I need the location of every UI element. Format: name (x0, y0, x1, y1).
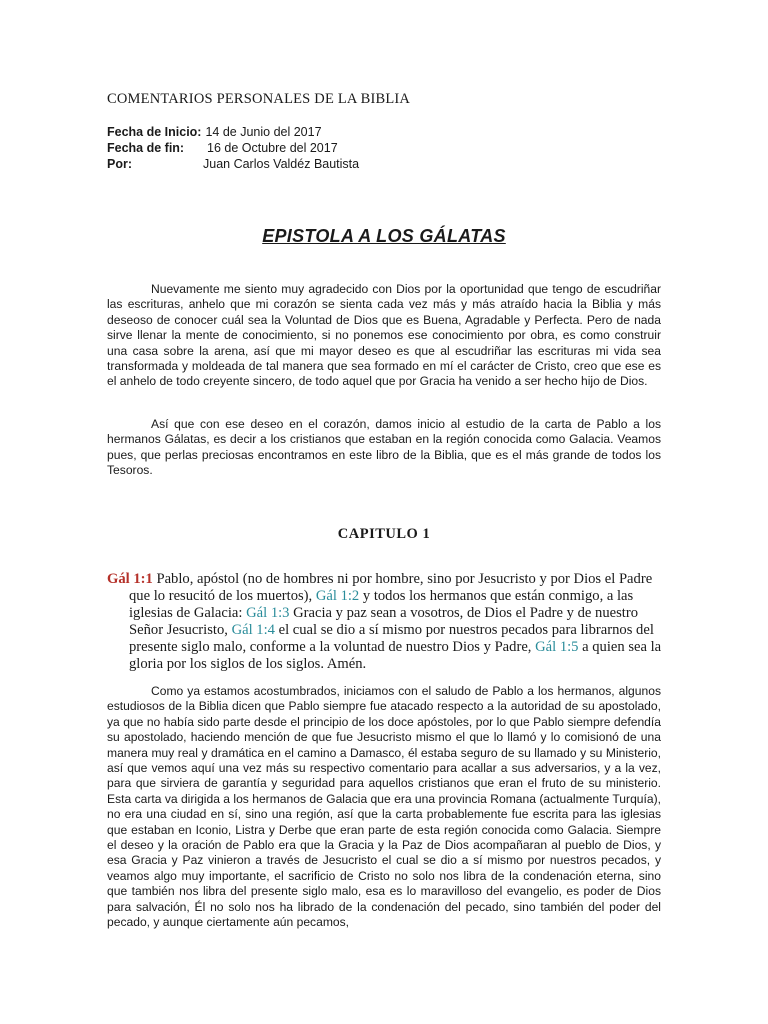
document-meta (107, 124, 359, 172)
intro-paragraph-1: Nuevamente me siento muy agradecido con Dios por la oportunidad que tengo de escudriñar las escrituras, anhelo que mi corazón se sienta cada vez más y más atraído hacia la Biblia y más deseoso de conocer cuál sea la Voluntad de Dios que es Buena, Agradable y Perfecta. Pero de nada sirve llenar la mente de conocimiento, si no ponemos ese conocimiento por obra, es como construir una casa sobre la arena, así que mi mayor deseo es que al escudriñar las escrituras mi vida sea transformada y moldeada de tal manera que sea formado en mí el carácter de Cristo, creo que ese es el anhelo de todo creyente sincero, de todo aquel que por Gracia ha venido a ser hecho hijo de Dios. (107, 282, 661, 389)
verse-reference[interactable]: Gál 1:1 (107, 571, 153, 587)
meta-value: Juan Carlos Valdéz Bautista (203, 157, 360, 171)
meta-label: Fecha de fin: (107, 141, 185, 155)
meta-label: Por: (107, 157, 132, 171)
meta-end-date (107, 140, 359, 156)
verse-reference[interactable]: Gál 1:4 (231, 622, 275, 638)
verse-text: Gracia y paz sean a vosotros, de Dios el Padre y de nuestro Señor Jesucristo, (129, 605, 639, 638)
meta-value: 16 de Octubre del 2017 (207, 141, 338, 155)
verse-reference[interactable]: Gál 1:3 (246, 605, 290, 621)
chapter-title: CAPITULO 1 (337, 526, 431, 542)
verse-block (107, 571, 663, 673)
document-heading: COMENTARIOS PERSONALES DE LA BIBLIA (107, 91, 411, 107)
verse-text: y todos los hermanos que están conmigo, a las iglesias de Galacia: (129, 588, 634, 621)
verse-text: a quien sea la gloria por los siglos de los siglos. Amén. (129, 639, 662, 672)
meta-label: Fecha de Inicio: (107, 125, 202, 139)
meta-value: 14 de Junio del 2017 (205, 125, 322, 139)
verse-reference[interactable]: Gál 1:5 (535, 639, 579, 655)
meta-author (107, 156, 359, 172)
meta-start-date (107, 124, 359, 140)
verse-text: Pablo, apóstol (no de hombres ni por hombre, sino por Jesucristo y por Dios el Padre que lo resucitó de los muertos), (129, 571, 653, 604)
intro-paragraph-2: Así que con ese deseo en el corazón, damos inicio al estudio de la carta de Pablo a los hermanos Gálatas, es decir a los cristianos que estaban en la región conocida como Galacia. Veamos pues, que perlas preciosas encontramos en este libro de la Biblia, que es el más grande de todos los Tesoros. (107, 417, 661, 478)
verse-reference[interactable]: Gál 1:2 (315, 588, 360, 604)
epistle-title: EPISTOLA A LOS GÁLATAS (262, 226, 506, 246)
commentary-paragraph: Como ya estamos acostumbrados, iniciamos con el saludo de Pablo a los hermanos, algunos estudiosos de la Biblia dicen que Pablo siempre fue atacado respecto a la autoridad de su apostolado, ya que no había sido parte desde el principio de los doce apóstoles, por lo que Pablo siempre defendía su apostolado, haciendo mención de que fue Jesucristo mismo el que lo llamó y lo comisionó de una manera muy real y dramática en el camino a Damasco, él estaba seguro de su llamado y su Ministerio, así que vemos aquí una vez más su respectivo comentario para acallar a sus adversarios, y a la vez, para que sirviera de garantía y seguridad para aquellos cristianos que eran el fruto de su ministerio. Esta carta va dirigida a los hermanos de Galacia que era una provincia Romana (actualmente Turquía), no era una ciudad en sí, sino una región, así que la carta probablemente fue escrita para las iglesias que estaban en Iconio, Listra y Derbe que eran parte de esta región conocida como Galacia. Siempre el deseo y la oración de Pablo era que la Gracia y la Paz de Dios acompañaran al pueblo de Dios, y esa Gracia y Paz vinieron a través de Jesucristo el cual se dio a sí mismo por nuestros pecados, y veamos algo muy importante, el sacrificio de Cristo no solo nos libra de la condenación eterna, sino que también nos libra del presente siglo malo, esa es lo maravilloso del evangelio, es poder de Dios para salvación, Él no solo nos ha librado de la condenación del pecado, sino también del poder del pecado, y aunque ciertamente aún pecamos, (107, 684, 661, 930)
verse-text: el cual se dio a sí mismo por nuestros pecados para librarnos del presente siglo malo, conforme a la voluntad de nuestro Dios y Padre, (129, 622, 654, 655)
